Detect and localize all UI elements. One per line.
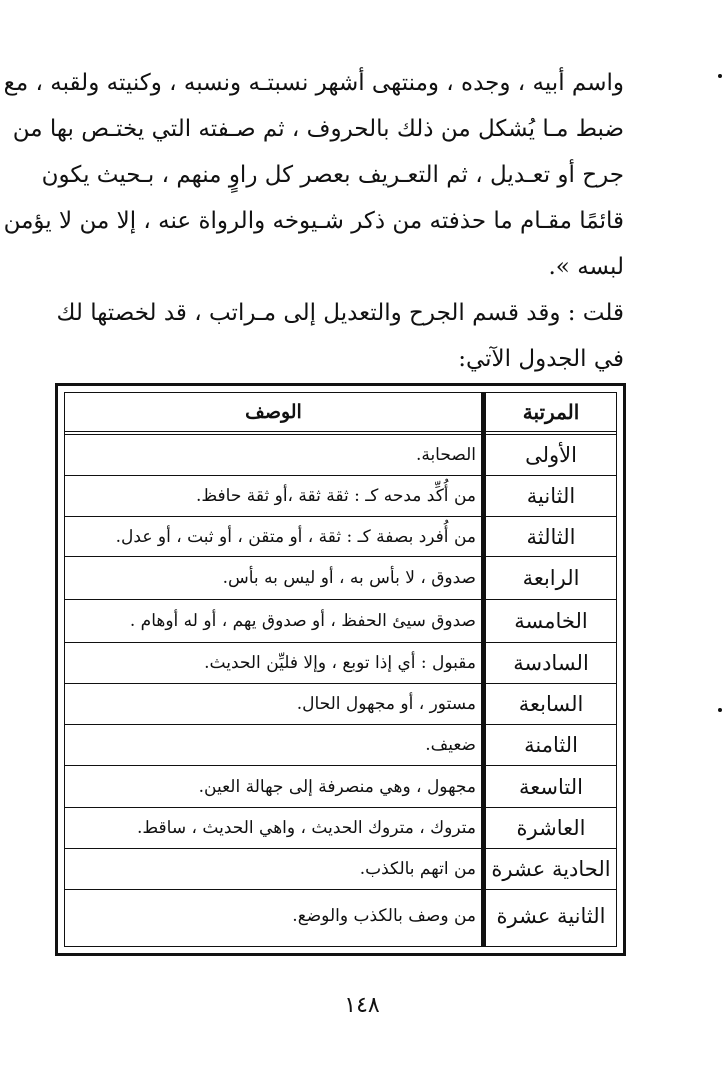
description-cell: صدوق ، لا بأس به ، أو ليس به بأس. <box>222 568 476 588</box>
table-row <box>65 766 616 808</box>
table-row <box>65 435 616 476</box>
table-row <box>65 557 616 600</box>
text-line: قائمًا مقـام ما حذفته من ذكر شـيوخه والرواة عنه ، إلا من لا يؤمن <box>3 208 624 234</box>
rank-cell: الرابعة <box>522 566 580 590</box>
rank-cell: التاسعة <box>519 774 583 799</box>
text-line: في الجدول الآتي: <box>458 346 624 372</box>
paragraph-1 <box>3 60 624 290</box>
paragraph-2 <box>58 290 624 382</box>
table-inner-border <box>64 392 617 947</box>
ranks-table <box>55 383 626 956</box>
table-header-row <box>65 393 616 435</box>
table-row <box>65 890 616 948</box>
description-cell: من أُفرد بصفة كـ : ثقة ، أو متقن ، أو ثبت ، أو عدل. <box>115 526 476 547</box>
margin-mark <box>718 708 722 712</box>
description-cell: صدوق سيئ الحفظ ، أو صدوق يهم ، أو له أوهام . <box>129 611 476 631</box>
rank-cell: الثامنة <box>524 733 578 757</box>
rank-cell: الثالثة <box>526 524 576 549</box>
header-description: الوصف <box>245 401 302 423</box>
description-cell: من اتهم بالكذب. <box>359 859 476 879</box>
table-row <box>65 808 616 849</box>
rank-cell: الخامسة <box>514 609 588 633</box>
page-number: ١٤٨ <box>344 993 380 1018</box>
description-cell: الصحابة. <box>415 445 476 465</box>
rank-cell: السابعة <box>518 692 584 716</box>
table-row <box>65 600 616 643</box>
description-cell: من وصف بالكذب والوضع. <box>292 906 476 926</box>
margin-mark <box>718 74 722 78</box>
description-cell: من أُكِّد مدحه كـ : ثقة ثقة ،أو ثقة حافظ. <box>196 486 476 506</box>
rank-cell: السادسة <box>513 651 589 675</box>
header-rank: المرتبة <box>522 400 580 424</box>
table-row <box>65 725 616 766</box>
table-row <box>65 684 616 725</box>
text-line: قلت : وقد قسم الجرح والتعديل إلى مـراتب ، قد لخصتها لك <box>56 300 624 326</box>
text-line: ضبط مـا يُشكل من ذلك بالحروف ، ثم صـفته التي يختـص بها من <box>12 116 624 142</box>
table-row <box>65 476 616 517</box>
rank-cell: الحادية عشرة <box>491 857 611 881</box>
rank-cell: العاشرة <box>516 816 586 840</box>
table-row <box>65 517 616 557</box>
table-row <box>65 643 616 684</box>
rank-cell: الثانية <box>526 484 576 508</box>
text-line: واسم أبيه ، وجده ، ومنتهى أشهر نسبتـه ونسبه ، وكنيته ولقبه ، مع <box>3 70 624 96</box>
rank-cell: الأولى <box>525 443 577 467</box>
description-cell: ضعيف. <box>425 735 476 755</box>
description-cell: متروك ، متروك الحديث ، واهي الحديث ، ساقط. <box>137 818 476 838</box>
description-cell: مقبول : أي إذا توبع ، وإلا فليِّن الحديث. <box>204 653 476 673</box>
description-cell: مستور ، أو مجهول الحال. <box>296 694 476 714</box>
table-row <box>65 849 616 890</box>
text-line: لبسه ». <box>548 254 624 280</box>
text-line: جرح أو تعـديل ، ثم التعـريف بعصر كل راوٍ منهم ، بـحيث يكون <box>41 162 624 188</box>
rank-cell: الثانية عشرة <box>496 904 606 928</box>
description-cell: مجهول ، وهي منصرفة إلى جهالة العين. <box>198 776 476 797</box>
